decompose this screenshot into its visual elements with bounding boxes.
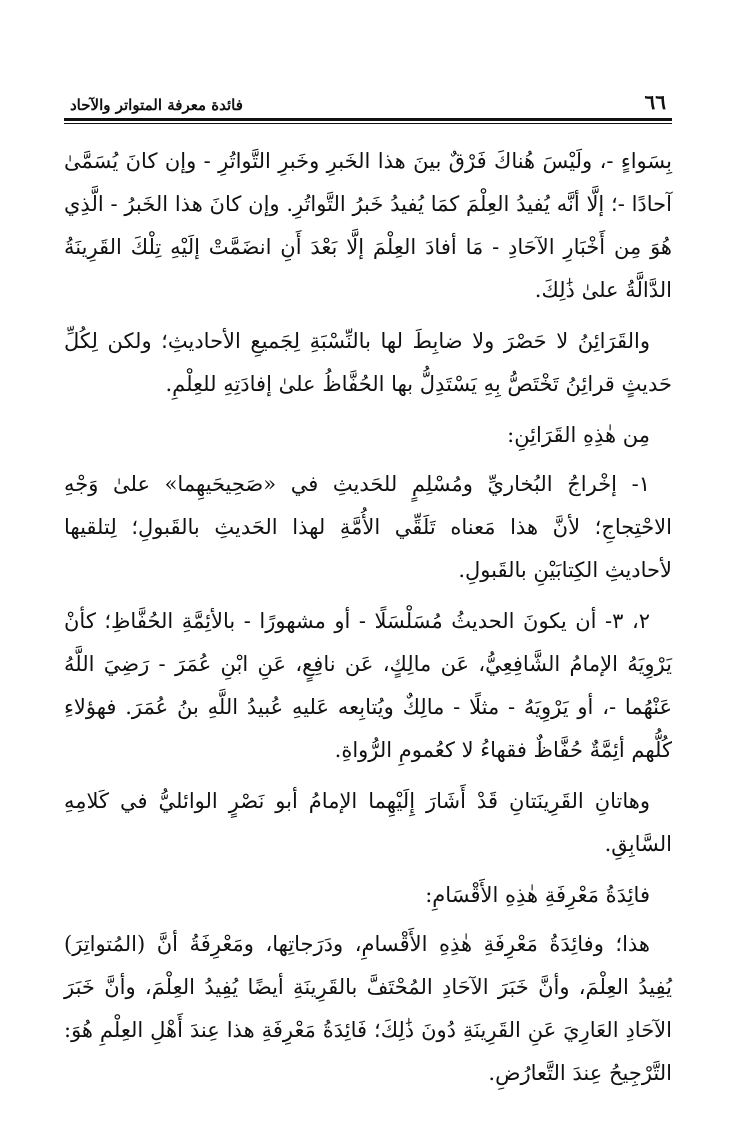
body-text <box>64 140 672 1095</box>
page-number: ٦٦ <box>644 90 666 114</box>
paragraph-qaraain: والقَرَائِنُ لا حَصْرَ ولا ضابِطَ لها بالنِّسْبَةِ لِجَميعِ الأحاديثِ؛ ولكن لِكُلِّ حَديثٍ قرائِنُ تَخْتَصُّ بِهِ يَسْتَدِلُّ بها الحُفَّاظُ علىٰ إفادَتِهِ للعِلْمِ. <box>64 329 672 396</box>
running-header <box>64 80 672 114</box>
paragraph-continuation: بِسَواءٍ -، ولَيْسَ هُناكَ فَرْقٌ بينَ هذا الخَبرِ وخَبرِ التَّواتُرِ - وإن كانَ يُسَمَّىٰ آحادًا -؛ إلَّا أنَّه يُفيدُ العِلْمَ كمَا يُفيدُ خَبرُ التَّواتُرِ. وإن كانَ هذا الخَبرُ - الَّذِي هُوَ مِن أَخْبَارِ الآحَادِ - مَا أفادَ العِلْمَ إلَّا بَعْدَ أَنِ انضَمَّتْ إلَيْهِ تِلْكَ القَرِينَةُ الدَّالَّةُ علىٰ ذَٰلِكَ. <box>64 149 672 302</box>
paragraph-wael: وهاتانِ القَرِينَتانِ قَدْ أَشَارَ إِلَيْهِما الإمامُ أبو نَصْرٍ الوائليُّ في كَلامِهِ السَّابِقِ. <box>64 789 672 856</box>
list-item-2-3: ٢، ٣- أن يكونَ الحديثُ مُسَلْسَلًا - أو مشهورًا - بالأئِمَّةِ الحُفَّاظِ؛ كأنْ يَرْوِيَهُ الإمامُ الشَّافِعِيُّ، عَن مالِكٍ، عَن نافِعٍ، عَنِ ابْنِ عُمَرَ - رَضِيَ اللَّهُ عَنْهُما -، أو يَرْوِيَهُ - مثلًا - مالِكٌ ويُتابِعه عَليهِ عُبيدُ اللَّهِ بنُ عُمَرَ. فهؤلاءِ كُلُّهم أئِمَّةٌ حُفَّاظٌ فقهاءُ لا كعُمومِ الرُّواةِ. <box>64 609 672 762</box>
list-item-1: ١- إخْراجُ البُخاريِّ ومُسْلِمٍ للحَديثِ في «صَحِيحَيهِما» علىٰ وَجْهِ الاحْتِجاجِ؛ لأنَّ هذا مَعناه تَلَقِّي الأُمَّةِ لهذا الحَديثِ بالقَبولِ؛ لِتلقيها لأحاديثِ الكِتابَيْنِ بالقَبولِ. <box>64 472 672 582</box>
book-page <box>64 80 672 1103</box>
header-rule-thin <box>64 123 672 124</box>
subheading-qaraain: مِن هٰذِهِ القَرَائِنِ: <box>507 423 650 447</box>
paragraph-faida: هذا؛ وفائِدَةُ مَعْرِفَةِ هٰذِهِ الأَقْسامِ، ودَرَجاتِها، ومَعْرِفَةُ أنَّ (المُتواتِرَ) يُفِيدُ العِلْمَ، وأنَّ خَبَرَ الآحَادِ المُحْتَفَّ بالقَرِينَةِ أيضًا يُفِيدُ العِلْمَ، وأنَّ خَبَرَ الآحَادِ العَارِيَ عَنِ القَرِينَةِ دُونَ ذَٰلِكَ؛ فَائِدَةُ مَعْرِفَةِ هذا عِندَ أَهْلِ العِلْمِ هُوَ: التَّرْجِيحُ عِندَ التَّعارُضِ. <box>64 932 672 1085</box>
header-rule-thick <box>64 118 672 121</box>
header-title: فائدة معرفة المتواتر والآحاد <box>70 96 243 114</box>
subheading-faida: فائِدَةُ مَعْرِفَةِ هٰذِهِ الأَقْسَامِ: <box>425 883 650 907</box>
